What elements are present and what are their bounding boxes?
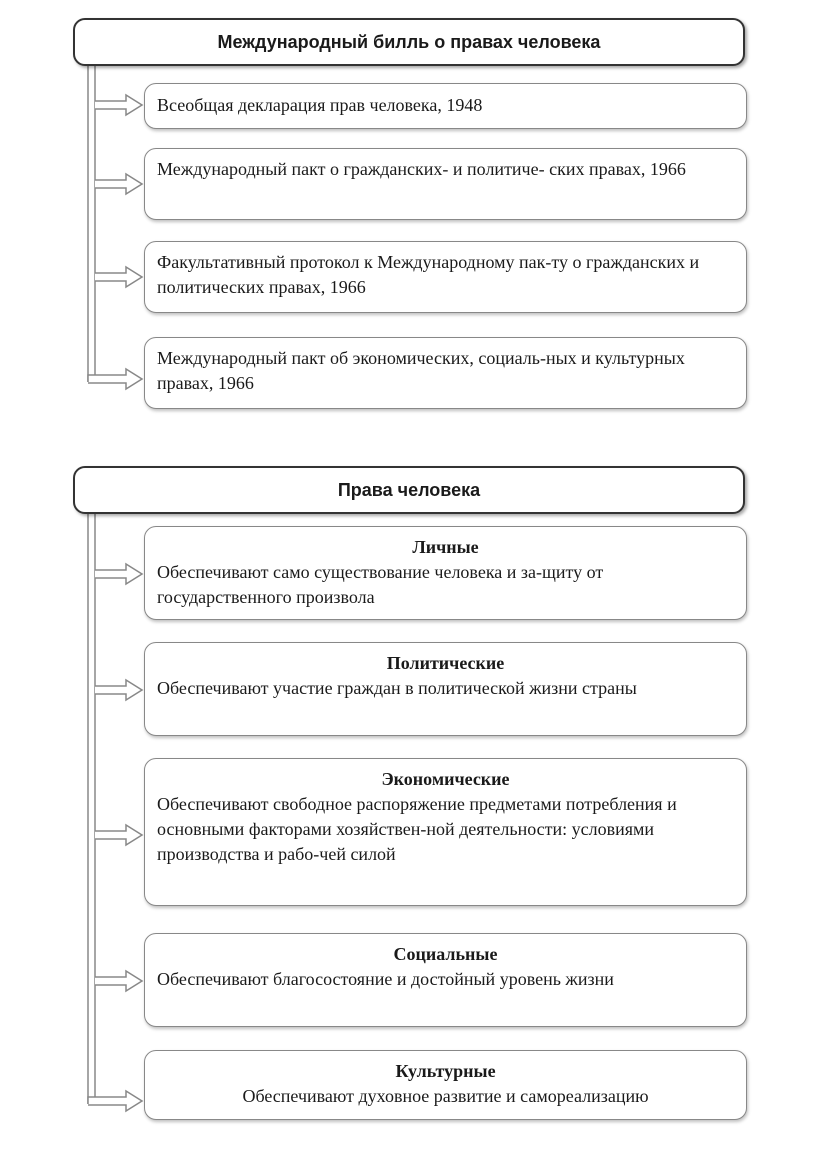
rights-item-text: Обеспечивают само существование человека и за-щиту от государственного произвола xyxy=(157,562,604,607)
rights-item-text: Обеспечивают духовное развитие и самореализацию xyxy=(242,1086,649,1106)
arrow-icon xyxy=(88,369,142,389)
rights-item-political xyxy=(144,642,747,736)
rights-item-cultural xyxy=(144,1050,747,1120)
rights-title: Права человека xyxy=(337,479,481,500)
bill-item-optional-protocol xyxy=(144,241,747,313)
arrow-icon xyxy=(95,971,142,991)
rights-header xyxy=(73,466,745,514)
rights-connector-trunk xyxy=(88,512,95,1104)
bill-title: Международный билль о правах человека xyxy=(217,31,601,52)
arrow-icon xyxy=(95,680,142,700)
rights-item-title: Культурные xyxy=(395,1061,496,1081)
bill-item-text: Факультативный протокол к Международному пак-ту о гражданских и политических правах, 1966 xyxy=(157,252,700,297)
bill-connector-trunk xyxy=(88,64,95,382)
rights-item-title: Социальные xyxy=(393,944,498,964)
bill-item-text: Всеобщая декларация прав человека, 1948 xyxy=(157,95,483,115)
rights-item-personal xyxy=(144,526,747,620)
bill-item-civil-pact xyxy=(144,148,747,220)
arrow-icon xyxy=(88,1091,142,1111)
rights-item-text: Обеспечивают благосостояние и достойный уровень жизни xyxy=(157,969,614,989)
rights-item-title: Экономические xyxy=(381,769,510,789)
bill-item-economic-pact xyxy=(144,337,747,409)
rights-item-title: Личные xyxy=(412,537,479,557)
rights-arrows xyxy=(88,564,142,1111)
rights-item-economic xyxy=(144,758,747,906)
rights-item-text: Обеспечивают свободное распоряжение предметами потребления и основными факторами хозяйствен-ной деятельности: условиями производства и рабо-чей силой xyxy=(157,794,677,864)
bill-item-text: Международный пакт об экономических, социаль-ных и культурных правах, 1966 xyxy=(157,348,685,393)
bill-arrows xyxy=(88,95,142,389)
arrow-icon xyxy=(95,174,142,194)
rights-item-title: Политические xyxy=(386,653,505,673)
rights-item-text: Обеспечивают участие граждан в политической жизни страны xyxy=(157,678,637,698)
rights-item-social xyxy=(144,933,747,1027)
arrow-icon xyxy=(95,564,142,584)
bill-header xyxy=(73,18,745,66)
bill-item-text: Международный пакт о гражданских- и политиче- ских правах, 1966 xyxy=(157,159,686,179)
arrow-icon xyxy=(95,95,142,115)
bill-item-declaration xyxy=(144,83,747,129)
arrow-icon xyxy=(95,825,142,845)
arrow-icon xyxy=(95,267,142,287)
